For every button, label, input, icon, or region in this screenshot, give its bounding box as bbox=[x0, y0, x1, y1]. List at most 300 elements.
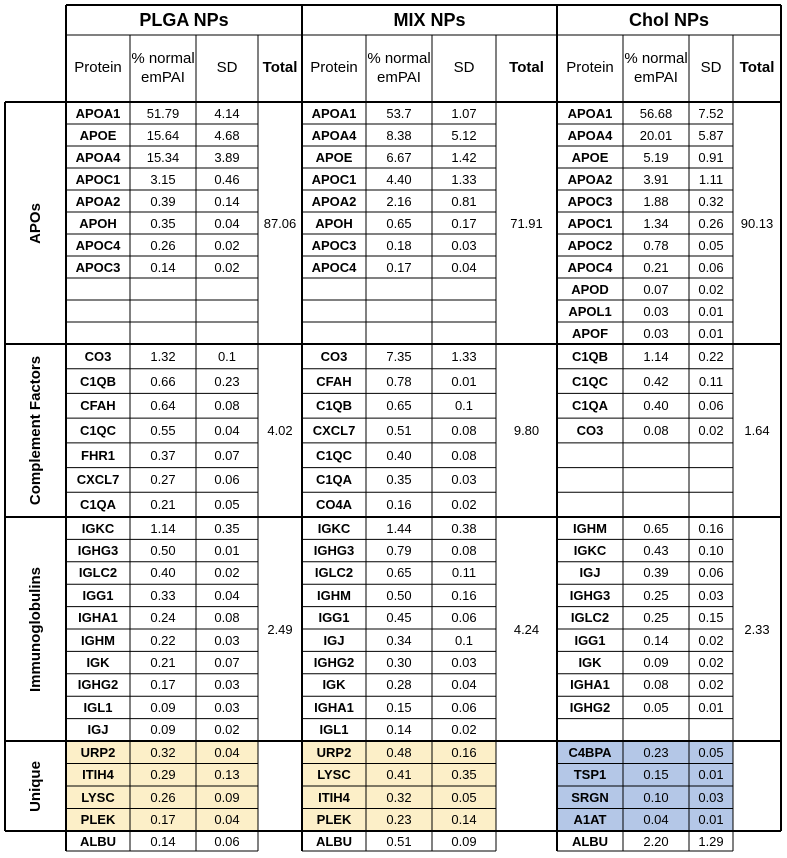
protein-name: IGHA1 bbox=[570, 677, 610, 693]
sd-value: 0.07 bbox=[214, 655, 240, 671]
protein-name: IGHG2 bbox=[77, 677, 119, 693]
emPAI-value: 2.20 bbox=[643, 833, 669, 849]
protein-name: IGKC bbox=[317, 520, 351, 536]
sd-value: 0.05 bbox=[698, 744, 724, 760]
column-header-sd: SD bbox=[216, 59, 238, 77]
protein-name: IGLC2 bbox=[78, 565, 118, 581]
group-title: PLGA NPs bbox=[139, 10, 229, 30]
column-header-protein: Protein bbox=[566, 59, 614, 77]
sd-value: 0.32 bbox=[698, 193, 724, 209]
sd-value: 0.14 bbox=[214, 193, 240, 209]
protein-name bbox=[66, 322, 130, 344]
emPAI-value: 0.17 bbox=[150, 812, 176, 828]
protein-name: APOL1 bbox=[568, 303, 612, 319]
protein-name: APOD bbox=[571, 281, 609, 297]
protein-name: APOC2 bbox=[567, 237, 613, 253]
sd-value: 7.52 bbox=[698, 105, 724, 121]
protein-name: APOA2 bbox=[75, 193, 121, 209]
protein-name: IGJ bbox=[323, 632, 345, 648]
sd-value: 0.09 bbox=[214, 789, 240, 805]
sd-value: 5.12 bbox=[451, 127, 477, 143]
sd-value: 0.1 bbox=[454, 632, 474, 648]
category-total: 1.64 bbox=[744, 423, 770, 438]
sd-value: 0.04 bbox=[451, 677, 477, 693]
protein-name: CO4A bbox=[315, 497, 353, 513]
emPAI-value: 0.29 bbox=[150, 767, 176, 783]
emPAI-value: 0.55 bbox=[150, 422, 176, 438]
emPAI-value: 6.67 bbox=[386, 149, 412, 165]
sd-value: 0.26 bbox=[698, 215, 724, 231]
sd-value: 0.02 bbox=[698, 422, 724, 438]
emPAI-value bbox=[623, 443, 689, 468]
sd-value: 0.35 bbox=[451, 767, 477, 783]
emPAI-value: 1.34 bbox=[643, 215, 669, 231]
protein-name: IGKC bbox=[573, 543, 607, 559]
protein-name: IGLC2 bbox=[570, 610, 610, 626]
emPAI-value: 0.04 bbox=[643, 812, 669, 828]
sd-value: 1.33 bbox=[451, 171, 477, 187]
emPAI-value: 0.10 bbox=[643, 789, 669, 805]
category-label bbox=[5, 344, 66, 517]
column-header-total: Total bbox=[262, 59, 298, 77]
emPAI-value: 3.91 bbox=[643, 171, 669, 187]
sd-value: 0.06 bbox=[451, 699, 477, 715]
emPAI-value bbox=[366, 278, 432, 300]
sd-value: 0.03 bbox=[698, 587, 724, 603]
protein-name: APOA4 bbox=[75, 149, 121, 165]
sd-value: 1.07 bbox=[451, 105, 477, 121]
emPAI-value: 0.26 bbox=[150, 237, 176, 253]
category-total: 2.49 bbox=[267, 621, 293, 637]
emPAI-value: 0.32 bbox=[386, 789, 412, 805]
emPAI-value: 0.21 bbox=[150, 497, 176, 513]
sd-value: 0.16 bbox=[451, 587, 477, 603]
protein-name: APOC1 bbox=[311, 171, 357, 187]
emPAI-value: 0.32 bbox=[150, 744, 176, 760]
protein-name bbox=[557, 468, 623, 493]
emPAI-value: 0.28 bbox=[386, 677, 412, 693]
column-header-sd: SD bbox=[453, 59, 475, 77]
protein-name: APOC1 bbox=[75, 171, 121, 187]
group-title: Chol NPs bbox=[628, 10, 709, 30]
sd-value: 0.05 bbox=[214, 497, 240, 513]
category-label-text: Immunoglobulins bbox=[27, 566, 44, 692]
protein-name: CO3 bbox=[320, 348, 348, 364]
sd-value: 0.02 bbox=[698, 281, 724, 297]
emPAI-value: 1.44 bbox=[386, 520, 412, 536]
emPAI-value: 0.09 bbox=[643, 655, 669, 671]
protein-name: APOA1 bbox=[75, 105, 121, 121]
sd-value: 0.04 bbox=[214, 215, 240, 231]
emPAI-value: 0.33 bbox=[150, 587, 176, 603]
protein-name: FHR1 bbox=[81, 447, 115, 463]
sd-value: 0.03 bbox=[214, 699, 240, 715]
emPAI-value bbox=[366, 300, 432, 322]
sd-value: 0.06 bbox=[698, 398, 724, 414]
sd-value: 4.68 bbox=[214, 127, 240, 143]
sd-value: 0.08 bbox=[451, 422, 477, 438]
emPAI-value: 0.08 bbox=[643, 677, 669, 693]
sd-value: 0.06 bbox=[698, 259, 724, 275]
column-header-emPAI: % normal emPAI bbox=[131, 49, 195, 86]
protein-name: APOC3 bbox=[75, 259, 121, 275]
sd-value: 0.38 bbox=[451, 520, 477, 536]
sd-value: 0.04 bbox=[214, 422, 240, 438]
protein-name bbox=[557, 492, 623, 517]
protein-name bbox=[557, 443, 623, 468]
protein-name: LYSC bbox=[81, 789, 115, 805]
protein-name: C1QA bbox=[79, 497, 117, 513]
emPAI-value: 3.15 bbox=[150, 171, 176, 187]
emPAI-value bbox=[130, 322, 196, 344]
emPAI-value: 5.19 bbox=[643, 149, 669, 165]
sd-value: 0.04 bbox=[214, 812, 240, 828]
emPAI-value: 0.43 bbox=[643, 543, 669, 559]
emPAI-value: 0.39 bbox=[643, 565, 669, 581]
sd-value: 0.04 bbox=[451, 259, 477, 275]
sd-value: 0.08 bbox=[451, 543, 477, 559]
emPAI-value: 0.65 bbox=[386, 398, 412, 414]
emPAI-value: 15.64 bbox=[146, 127, 180, 143]
sd-value: 0.06 bbox=[214, 472, 240, 488]
sd-value: 0.01 bbox=[698, 767, 724, 783]
emPAI-value: 0.65 bbox=[386, 215, 412, 231]
protein-name: IGLC2 bbox=[314, 565, 354, 581]
column-header-emPAI: % normal emPAI bbox=[367, 49, 431, 86]
sd-value: 0.02 bbox=[451, 497, 477, 513]
sd-value: 0.02 bbox=[214, 237, 240, 253]
protein-name: IGKC bbox=[81, 520, 115, 536]
emPAI-value: 0.09 bbox=[150, 722, 176, 738]
protein-name: IGK bbox=[322, 677, 346, 693]
protein-name: C1QB bbox=[571, 348, 609, 364]
sd-value: 0.1 bbox=[454, 398, 474, 414]
sd-value bbox=[689, 492, 733, 517]
protein-name: C1QA bbox=[571, 398, 609, 414]
sd-value bbox=[432, 322, 496, 344]
emPAI-value: 56.68 bbox=[639, 105, 673, 121]
emPAI-value: 0.27 bbox=[150, 472, 176, 488]
emPAI-value: 0.40 bbox=[150, 565, 176, 581]
sd-value: 0.07 bbox=[214, 447, 240, 463]
protein-name: IGJ bbox=[579, 565, 601, 581]
emPAI-value: 0.39 bbox=[150, 193, 176, 209]
sd-value: 0.03 bbox=[698, 789, 724, 805]
protein-name: APOH bbox=[79, 215, 117, 231]
protein-name: IGHG3 bbox=[77, 543, 119, 559]
sd-value bbox=[196, 300, 258, 322]
protein-name: IGHG3 bbox=[313, 543, 355, 559]
protein-name: IGG1 bbox=[318, 610, 350, 626]
protein-name: IGHG3 bbox=[569, 587, 611, 603]
protein-name: C1QB bbox=[79, 373, 117, 389]
emPAI-value: 1.32 bbox=[150, 348, 176, 364]
sd-value bbox=[689, 443, 733, 468]
category-label-text: APOs bbox=[26, 202, 44, 244]
protein-name: APOC4 bbox=[567, 259, 613, 275]
sd-value: 0.03 bbox=[214, 677, 240, 693]
category-label bbox=[5, 102, 66, 344]
emPAI-value: 0.14 bbox=[150, 259, 176, 275]
emPAI-value: 0.40 bbox=[386, 447, 412, 463]
emPAI-value: 0.23 bbox=[386, 812, 412, 828]
emPAI-value: 0.25 bbox=[643, 610, 669, 626]
emPAI-value: 0.17 bbox=[150, 677, 176, 693]
emPAI-value: 15.34 bbox=[146, 149, 180, 165]
protein-name: APOA2 bbox=[567, 171, 613, 187]
protein-name: IGHM bbox=[317, 587, 351, 603]
protein-name bbox=[557, 719, 623, 741]
emPAI-value: 0.50 bbox=[386, 587, 412, 603]
sd-value bbox=[432, 278, 496, 300]
category-total: 4.24 bbox=[513, 621, 540, 637]
protein-name: IGL1 bbox=[319, 722, 349, 738]
protein-name: ALBU bbox=[79, 833, 117, 849]
emPAI-value: 0.65 bbox=[386, 565, 412, 581]
sd-value: 4.14 bbox=[214, 105, 240, 121]
sd-value: 0.46 bbox=[214, 171, 240, 187]
protein-name: ALBU bbox=[315, 833, 353, 849]
emPAI-value: 0.37 bbox=[150, 447, 176, 463]
category-label bbox=[5, 741, 66, 831]
sd-value: 0.17 bbox=[451, 215, 477, 231]
sd-value: 0.01 bbox=[698, 303, 724, 319]
sd-value: 0.02 bbox=[214, 722, 240, 738]
sd-value: 0.22 bbox=[698, 348, 724, 364]
category-total: 2.33 bbox=[744, 621, 770, 637]
emPAI-value: 0.15 bbox=[386, 699, 412, 715]
protein-name: C1QB bbox=[315, 398, 353, 414]
protein-name: CO3 bbox=[576, 422, 604, 438]
column-header-total: Total bbox=[509, 59, 544, 77]
emPAI-value: 0.03 bbox=[643, 325, 669, 341]
protein-name bbox=[66, 278, 130, 300]
emPAI-value: 0.03 bbox=[643, 303, 669, 319]
sd-value: 0.03 bbox=[451, 655, 477, 671]
sd-value bbox=[196, 322, 258, 344]
category-label-text: Unique bbox=[27, 760, 44, 812]
emPAI-value: 0.18 bbox=[386, 237, 412, 253]
protein-name: IGK bbox=[86, 655, 110, 671]
emPAI-value: 0.35 bbox=[150, 215, 176, 231]
protein-name: URP2 bbox=[316, 744, 352, 760]
protein-name: C1QC bbox=[79, 422, 117, 438]
sd-value: 0.06 bbox=[698, 565, 724, 581]
protein-name bbox=[302, 278, 366, 300]
emPAI-value bbox=[623, 468, 689, 493]
emPAI-value: 0.16 bbox=[386, 497, 412, 513]
sd-value: 0.01 bbox=[698, 699, 724, 715]
protein-name: IGG1 bbox=[574, 632, 606, 648]
sd-value: 0.10 bbox=[698, 543, 724, 559]
category-total: 90.13 bbox=[740, 215, 774, 231]
sd-value: 1.33 bbox=[451, 348, 477, 364]
column-header-sd: SD bbox=[700, 59, 722, 77]
sd-value: 1.29 bbox=[698, 833, 724, 849]
emPAI-value: 0.21 bbox=[643, 259, 669, 275]
category-total bbox=[258, 741, 302, 831]
emPAI-value: 0.14 bbox=[386, 722, 412, 738]
category-total: 9.80 bbox=[513, 423, 540, 438]
category-total bbox=[733, 741, 781, 831]
sd-value: 0.14 bbox=[451, 812, 477, 828]
emPAI-value: 0.14 bbox=[643, 632, 669, 648]
sd-value: 0.05 bbox=[698, 237, 724, 253]
emPAI-value: 0.14 bbox=[150, 833, 176, 849]
sd-value bbox=[196, 278, 258, 300]
sd-value: 0.05 bbox=[451, 789, 477, 805]
group-title: MIX NPs bbox=[393, 10, 466, 30]
emPAI-value: 0.25 bbox=[643, 587, 669, 603]
emPAI-value: 0.64 bbox=[150, 398, 176, 414]
emPAI-value bbox=[130, 278, 196, 300]
protein-name: C1QC bbox=[315, 447, 353, 463]
protein-name: APOA1 bbox=[567, 105, 613, 121]
emPAI-value: 0.26 bbox=[150, 789, 176, 805]
emPAI-value: 0.79 bbox=[386, 543, 412, 559]
protein-name: C1QA bbox=[315, 472, 353, 488]
emPAI-value: 0.08 bbox=[643, 422, 669, 438]
emPAI-value: 1.14 bbox=[643, 348, 669, 364]
emPAI-value: 0.07 bbox=[643, 281, 669, 297]
emPAI-value: 0.51 bbox=[386, 422, 412, 438]
sd-value: 0.02 bbox=[698, 677, 724, 693]
protein-name: ITIH4 bbox=[318, 789, 350, 805]
sd-value: 0.08 bbox=[451, 447, 477, 463]
protein-name: TSP1 bbox=[573, 767, 607, 783]
sd-value: 0.11 bbox=[698, 373, 724, 389]
sd-value: 0.1 bbox=[217, 348, 237, 364]
sd-value: 0.02 bbox=[214, 259, 240, 275]
emPAI-value: 0.05 bbox=[643, 699, 669, 715]
sd-value: 0.02 bbox=[451, 722, 477, 738]
emPAI-value: 0.22 bbox=[150, 632, 176, 648]
emPAI-value: 0.66 bbox=[150, 373, 176, 389]
protein-name: APOA1 bbox=[311, 105, 357, 121]
protein-name: APOC4 bbox=[75, 237, 121, 253]
sd-value: 0.08 bbox=[214, 610, 240, 626]
sd-value: 0.01 bbox=[214, 543, 240, 559]
protein-name: IGJ bbox=[87, 722, 109, 738]
emPAI-value: 0.51 bbox=[386, 833, 412, 849]
emPAI-value: 53.7 bbox=[386, 105, 412, 121]
protein-name: APOC1 bbox=[567, 215, 613, 231]
protein-name: CFAH bbox=[316, 373, 352, 389]
emPAI-value: 0.48 bbox=[386, 744, 412, 760]
sd-value: 0.04 bbox=[214, 744, 240, 760]
sd-value: 0.35 bbox=[214, 520, 240, 536]
protein-name bbox=[302, 322, 366, 344]
sd-value: 0.15 bbox=[698, 610, 724, 626]
column-header-protein: Protein bbox=[74, 59, 122, 77]
protein-name: IGHM bbox=[573, 520, 607, 536]
protein-name bbox=[66, 300, 130, 322]
emPAI-value: 0.34 bbox=[386, 632, 412, 648]
emPAI-value: 0.23 bbox=[643, 744, 669, 760]
emPAI-value: 8.38 bbox=[386, 127, 412, 143]
protein-name: CXCL7 bbox=[312, 422, 356, 438]
sd-value: 0.02 bbox=[698, 632, 724, 648]
sd-value: 0.01 bbox=[451, 373, 477, 389]
protein-name: C1QC bbox=[571, 373, 609, 389]
protein-name: LYSC bbox=[317, 767, 351, 783]
protein-name: APOA4 bbox=[567, 127, 613, 143]
column-header-total: Total bbox=[739, 59, 775, 77]
protein-name: CFAH bbox=[80, 398, 116, 414]
sd-value: 0.03 bbox=[451, 472, 477, 488]
protein-name: SRGN bbox=[571, 789, 609, 805]
emPAI-value: 0.17 bbox=[386, 259, 412, 275]
protein-name: APOE bbox=[315, 149, 353, 165]
emPAI-value: 1.14 bbox=[150, 520, 176, 536]
protein-name: IGHG2 bbox=[569, 699, 611, 715]
sd-value: 0.01 bbox=[698, 812, 724, 828]
protein-name: APOE bbox=[79, 127, 117, 143]
sd-value: 1.11 bbox=[698, 171, 724, 187]
sd-value bbox=[689, 468, 733, 493]
sd-value: 0.04 bbox=[214, 587, 240, 603]
sd-value: 0.23 bbox=[214, 373, 240, 389]
sd-value: 0.11 bbox=[451, 565, 477, 581]
protein-name: IGHG2 bbox=[313, 655, 355, 671]
sd-value: 1.42 bbox=[451, 149, 477, 165]
emPAI-value: 0.21 bbox=[150, 655, 176, 671]
protein-name: ALBU bbox=[571, 833, 609, 849]
sd-value: 3.89 bbox=[214, 149, 240, 165]
protein-name: IGHA1 bbox=[314, 699, 354, 715]
emPAI-value: 0.41 bbox=[386, 767, 412, 783]
emPAI-value: 0.35 bbox=[386, 472, 412, 488]
sd-value bbox=[432, 300, 496, 322]
emPAI-value: 0.78 bbox=[643, 237, 669, 253]
emPAI-value: 0.45 bbox=[386, 610, 412, 626]
emPAI-value: 7.35 bbox=[386, 348, 412, 364]
protein-name: IGK bbox=[578, 655, 602, 671]
emPAI-value: 51.79 bbox=[146, 105, 180, 121]
emPAI-value bbox=[623, 492, 689, 517]
protein-name: IGHM bbox=[81, 632, 115, 648]
emPAI-value bbox=[130, 300, 196, 322]
sd-value: 0.01 bbox=[698, 325, 724, 341]
protein-name: PLEK bbox=[316, 812, 352, 828]
protein-name: APOC3 bbox=[311, 237, 357, 253]
emPAI-value bbox=[623, 719, 689, 741]
category-label bbox=[5, 517, 66, 741]
category-total: 71.91 bbox=[510, 215, 543, 231]
protein-name bbox=[302, 300, 366, 322]
column-header-protein: Protein bbox=[310, 59, 358, 77]
emPAI-value: 0.40 bbox=[643, 398, 669, 414]
protein-name: APOH bbox=[315, 215, 353, 231]
category-total: 87.06 bbox=[263, 215, 297, 231]
emPAI-value: 1.88 bbox=[643, 193, 669, 209]
emPAI-value: 2.16 bbox=[386, 193, 412, 209]
emPAI-value: 0.30 bbox=[386, 655, 412, 671]
emPAI-value: 0.42 bbox=[643, 373, 669, 389]
category-total bbox=[496, 741, 557, 831]
emPAI-value: 0.65 bbox=[643, 520, 669, 536]
emPAI-value: 0.15 bbox=[643, 767, 669, 783]
emPAI-value: 0.09 bbox=[150, 699, 176, 715]
protein-name: APOA4 bbox=[311, 127, 357, 143]
sd-value: 0.09 bbox=[451, 833, 477, 849]
sd-value: 0.02 bbox=[698, 655, 724, 671]
sd-value bbox=[689, 719, 733, 741]
emPAI-value bbox=[366, 322, 432, 344]
sd-value: 0.06 bbox=[451, 610, 477, 626]
emPAI-value: 0.50 bbox=[150, 543, 176, 559]
protein-name: IGHA1 bbox=[78, 610, 118, 626]
